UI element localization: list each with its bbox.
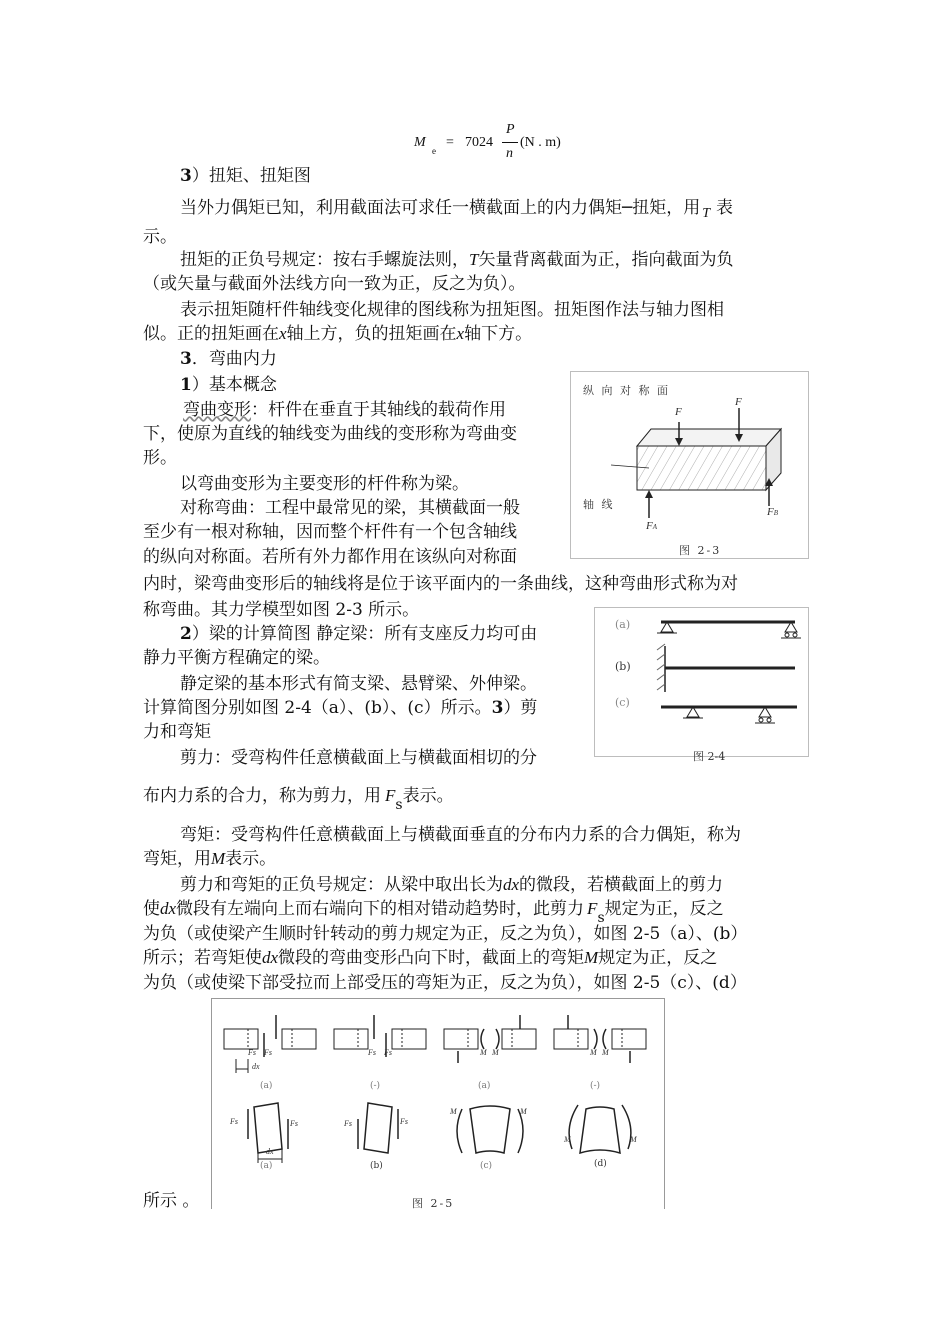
text: ）剪 bbox=[503, 698, 538, 718]
section-heading-bending bbox=[180, 346, 277, 372]
fig25-top-b-l2: Fs bbox=[384, 1048, 392, 1057]
symbol-M: M bbox=[584, 948, 599, 967]
fig25-bot-d-l1: M bbox=[564, 1135, 571, 1144]
fig23-force-1: F bbox=[675, 406, 682, 418]
text: 弯矩，用 bbox=[143, 849, 211, 869]
paragraph-line: 弯矩：受弯构件任意横截面上与横截面垂直的分布内力系的合力偶矩，称为 bbox=[180, 825, 741, 845]
fig23-reaction-a bbox=[646, 520, 657, 532]
text: 扭矩的正负号规定：按右手螺旋法则， bbox=[180, 250, 469, 270]
paragraph-line: 称弯曲。其力学模型如图 2-3 所示。 bbox=[143, 600, 420, 620]
symbol-dx: dx bbox=[262, 948, 279, 967]
fig25-bot-d-label: (d) bbox=[594, 1159, 607, 1169]
figure-2-3 bbox=[570, 371, 809, 559]
fb-sub: B bbox=[773, 509, 779, 517]
text: 当外力偶矩已知，利用截面法可求任一横截面上的内力偶矩─扭矩，用 bbox=[180, 198, 701, 218]
symbol-dx: dx bbox=[503, 875, 520, 894]
paragraph-line: 力和弯矩 bbox=[143, 722, 211, 742]
paragraph-line bbox=[180, 872, 723, 898]
symbol-dx: dx bbox=[160, 899, 177, 918]
fig25-bot-b-label: (b) bbox=[370, 1161, 383, 1171]
text: 似。正的扭矩画在 bbox=[143, 324, 279, 344]
paragraph-line: 剪力：受弯构件任意横截面上与横截面相切的分 bbox=[180, 748, 537, 768]
text: 所示；若弯矩使 bbox=[143, 948, 262, 968]
text: 使 bbox=[143, 899, 160, 919]
fig25-top-a-l2: Fs bbox=[264, 1048, 272, 1057]
fig25-top-b-label: (-) bbox=[370, 1081, 381, 1091]
fa-sub: A bbox=[652, 523, 658, 531]
fig25-bot-a-label: (a) bbox=[260, 1161, 273, 1171]
fig25-caption: 图 2-5 bbox=[412, 1197, 455, 1210]
fig25-top-b-l1: Fs bbox=[368, 1048, 376, 1057]
section-heading-concepts bbox=[180, 372, 277, 398]
fig23-axis-label: 轴 线 bbox=[583, 498, 615, 511]
fig25-top-c-label: (a) bbox=[478, 1081, 491, 1091]
section-num: 3 bbox=[180, 166, 192, 186]
symbol-sub-s: s bbox=[395, 797, 403, 813]
section-title: ．弯曲内力 bbox=[191, 349, 277, 369]
figure-2-5 bbox=[211, 998, 665, 1209]
fig25-bot-c-label: (c) bbox=[480, 1161, 493, 1171]
fig25-top-d-l1: M bbox=[590, 1048, 597, 1057]
paragraph-line bbox=[143, 321, 532, 347]
fig24-caption: 图 2-4 bbox=[693, 750, 726, 763]
symbol-x: x bbox=[279, 324, 287, 343]
fig25-top-d-label: (-) bbox=[590, 1081, 601, 1091]
fig25-top-a-dx: dx bbox=[252, 1062, 260, 1071]
text: 规定为正，反之 bbox=[598, 948, 718, 968]
symbol-x: x bbox=[456, 324, 465, 343]
fig25-bot-d-l2: M bbox=[630, 1135, 637, 1144]
formula-coef: 7024 bbox=[465, 135, 493, 150]
formula-den: n bbox=[506, 146, 513, 161]
section-num: 1 bbox=[180, 375, 192, 395]
fig25-top-c-l2: M bbox=[492, 1048, 499, 1057]
fig25-top-a-label: (a) bbox=[260, 1081, 273, 1091]
paragraph-line: 下，使原为直线的轴线变为曲线的变形称为弯曲变 bbox=[143, 424, 517, 444]
torque-formula bbox=[414, 122, 584, 166]
paragraph-line: 对称弯曲：工程中最常见的梁，其横截面一般 bbox=[180, 498, 520, 518]
text: 表示。 bbox=[402, 786, 454, 806]
paragraph-line bbox=[143, 945, 717, 971]
paragraph-line: 示。 bbox=[143, 227, 177, 247]
paragraph-line: 所示 。 bbox=[143, 1191, 200, 1211]
paragraph-line bbox=[180, 621, 537, 647]
text: 的微段，若横截面上的剪力 bbox=[519, 875, 724, 895]
text: 表 bbox=[716, 198, 734, 218]
symbol-F: F bbox=[587, 899, 598, 918]
formula-lhs: M bbox=[414, 135, 426, 150]
paragraph-line: 至少有一根对称轴，因而整个杆件有一个包含轴线 bbox=[143, 522, 517, 542]
symbol-T: T bbox=[469, 250, 479, 269]
section-title: ）扭矩、扭矩图 bbox=[191, 166, 311, 186]
text: 计算简图分别如图 2-4（a）、(b）、(c）所示。 bbox=[143, 698, 492, 718]
symbol-M: M bbox=[211, 849, 226, 868]
section-num: 3 bbox=[180, 349, 192, 369]
beam-diagrams bbox=[595, 608, 808, 756]
fig24-label-a: (a) bbox=[615, 618, 631, 631]
fraction-bar bbox=[502, 142, 518, 143]
text: 矢量背离截面为正，指向截面为负 bbox=[478, 250, 734, 270]
fig24-label-c: (c) bbox=[615, 696, 630, 709]
beam-3d-drawing bbox=[571, 372, 808, 558]
sign-convention-drawing bbox=[212, 999, 664, 1209]
figure-2-4 bbox=[594, 607, 809, 763]
term-bending-deformation: 弯曲变形 bbox=[183, 400, 251, 420]
fig25-bot-c-l2: M bbox=[520, 1107, 527, 1116]
section-num: 3 bbox=[491, 698, 504, 718]
paragraph-line bbox=[143, 695, 537, 721]
paragraph-line: 内时，梁弯曲变形后的轴线将是位于该平面内的一条曲线，这种弯曲形式称为对 bbox=[143, 574, 738, 594]
text: 剪力和弯矩的正负号规定：从梁中取出长为 bbox=[180, 875, 503, 895]
fig25-top-d-l2: M bbox=[602, 1048, 609, 1057]
paragraph-line: 静力平衡方程确定的梁。 bbox=[143, 648, 330, 668]
paragraph-line: 形。 bbox=[143, 448, 177, 468]
paragraph-line bbox=[143, 896, 724, 926]
formula-unit: (N . m) bbox=[520, 135, 561, 150]
text: 微段的弯曲变形凸向下时，截面上的弯矩 bbox=[278, 948, 585, 968]
fig23-top-label: 纵 向 对 称 面 bbox=[583, 384, 670, 397]
formula-eq: = bbox=[446, 135, 454, 150]
text: 表示。 bbox=[225, 849, 277, 869]
fig25-bot-a-dx: dx bbox=[266, 1147, 274, 1156]
paragraph-line bbox=[143, 846, 276, 872]
formula-sub: e bbox=[432, 146, 436, 156]
fig24-label-b: (b) bbox=[615, 660, 631, 673]
fig25-top-a-l1: Fs bbox=[248, 1048, 256, 1057]
fig25-bot-b-l2: Fs bbox=[400, 1117, 408, 1126]
text: 布内力系的合力，称为剪力，用 bbox=[143, 786, 381, 806]
fig25-bot-c-l1: M bbox=[450, 1107, 457, 1116]
text: ）梁的计算简图 静定梁：所有支座反力均可由 bbox=[191, 624, 538, 644]
paragraph-line bbox=[180, 247, 733, 273]
text: ：杆件在垂直于其轴线的载荷作用 bbox=[251, 400, 506, 420]
paragraph-line: 为负（或使梁产生顺时针转动的剪力规定为正，反之为负），如图 2-5（a）、(b） bbox=[143, 924, 748, 944]
text: 规定为正，反之 bbox=[604, 899, 724, 919]
text: 微段有左端向上而右端向下的相对错动趋势时，此剪力 bbox=[176, 899, 585, 919]
fig25-bot-a-l2: Fs bbox=[290, 1119, 298, 1128]
section-heading-torque bbox=[180, 163, 311, 189]
formula-num: P bbox=[506, 122, 515, 137]
paragraph-line bbox=[183, 397, 506, 423]
text: 轴上方，负的扭矩画在 bbox=[286, 324, 457, 344]
fig25-bot-b-l1: Fs bbox=[344, 1119, 352, 1128]
fig25-top-c-l1: M bbox=[480, 1048, 487, 1057]
fig25-bot-a-l1: Fs bbox=[230, 1117, 238, 1126]
paragraph-line bbox=[180, 195, 733, 223]
fig23-reaction-b bbox=[767, 506, 778, 518]
paragraph-line: 的纵向对称面。若所有外力都作用在该纵向对称面 bbox=[143, 547, 517, 567]
section-num: 2 bbox=[180, 624, 192, 644]
paragraph-line: 为负（或使梁下部受拉而上部受压的弯矩为正，反之为负），如图 2-5（c）、(d） bbox=[143, 973, 747, 993]
symbol-sub-s: s bbox=[597, 910, 605, 926]
symbol-T: T bbox=[702, 206, 711, 221]
paragraph-line: 静定梁的基本形式有简支梁、悬臂梁、外伸梁。 bbox=[180, 674, 537, 694]
paragraph-line: 表示扭矩随杆件轴线变化规律的图线称为扭矩图。扭矩图作法与轴力图相 bbox=[180, 300, 724, 320]
fig23-force-2: F bbox=[735, 396, 742, 408]
paragraph-line bbox=[143, 783, 454, 813]
text: 轴下方。 bbox=[464, 324, 533, 344]
fa-letter: F bbox=[646, 520, 653, 532]
section-title: ）基本概念 bbox=[191, 375, 277, 395]
paragraph-line: 以弯曲变形为主要变形的杆件称为梁。 bbox=[180, 474, 469, 494]
paragraph-line: （或矢量与截面外法线方向一致为正，反之为负）。 bbox=[143, 274, 526, 294]
fb-letter: F bbox=[767, 506, 774, 518]
symbol-F: F bbox=[385, 786, 396, 805]
fig23-caption: 图 2-3 bbox=[679, 544, 722, 557]
